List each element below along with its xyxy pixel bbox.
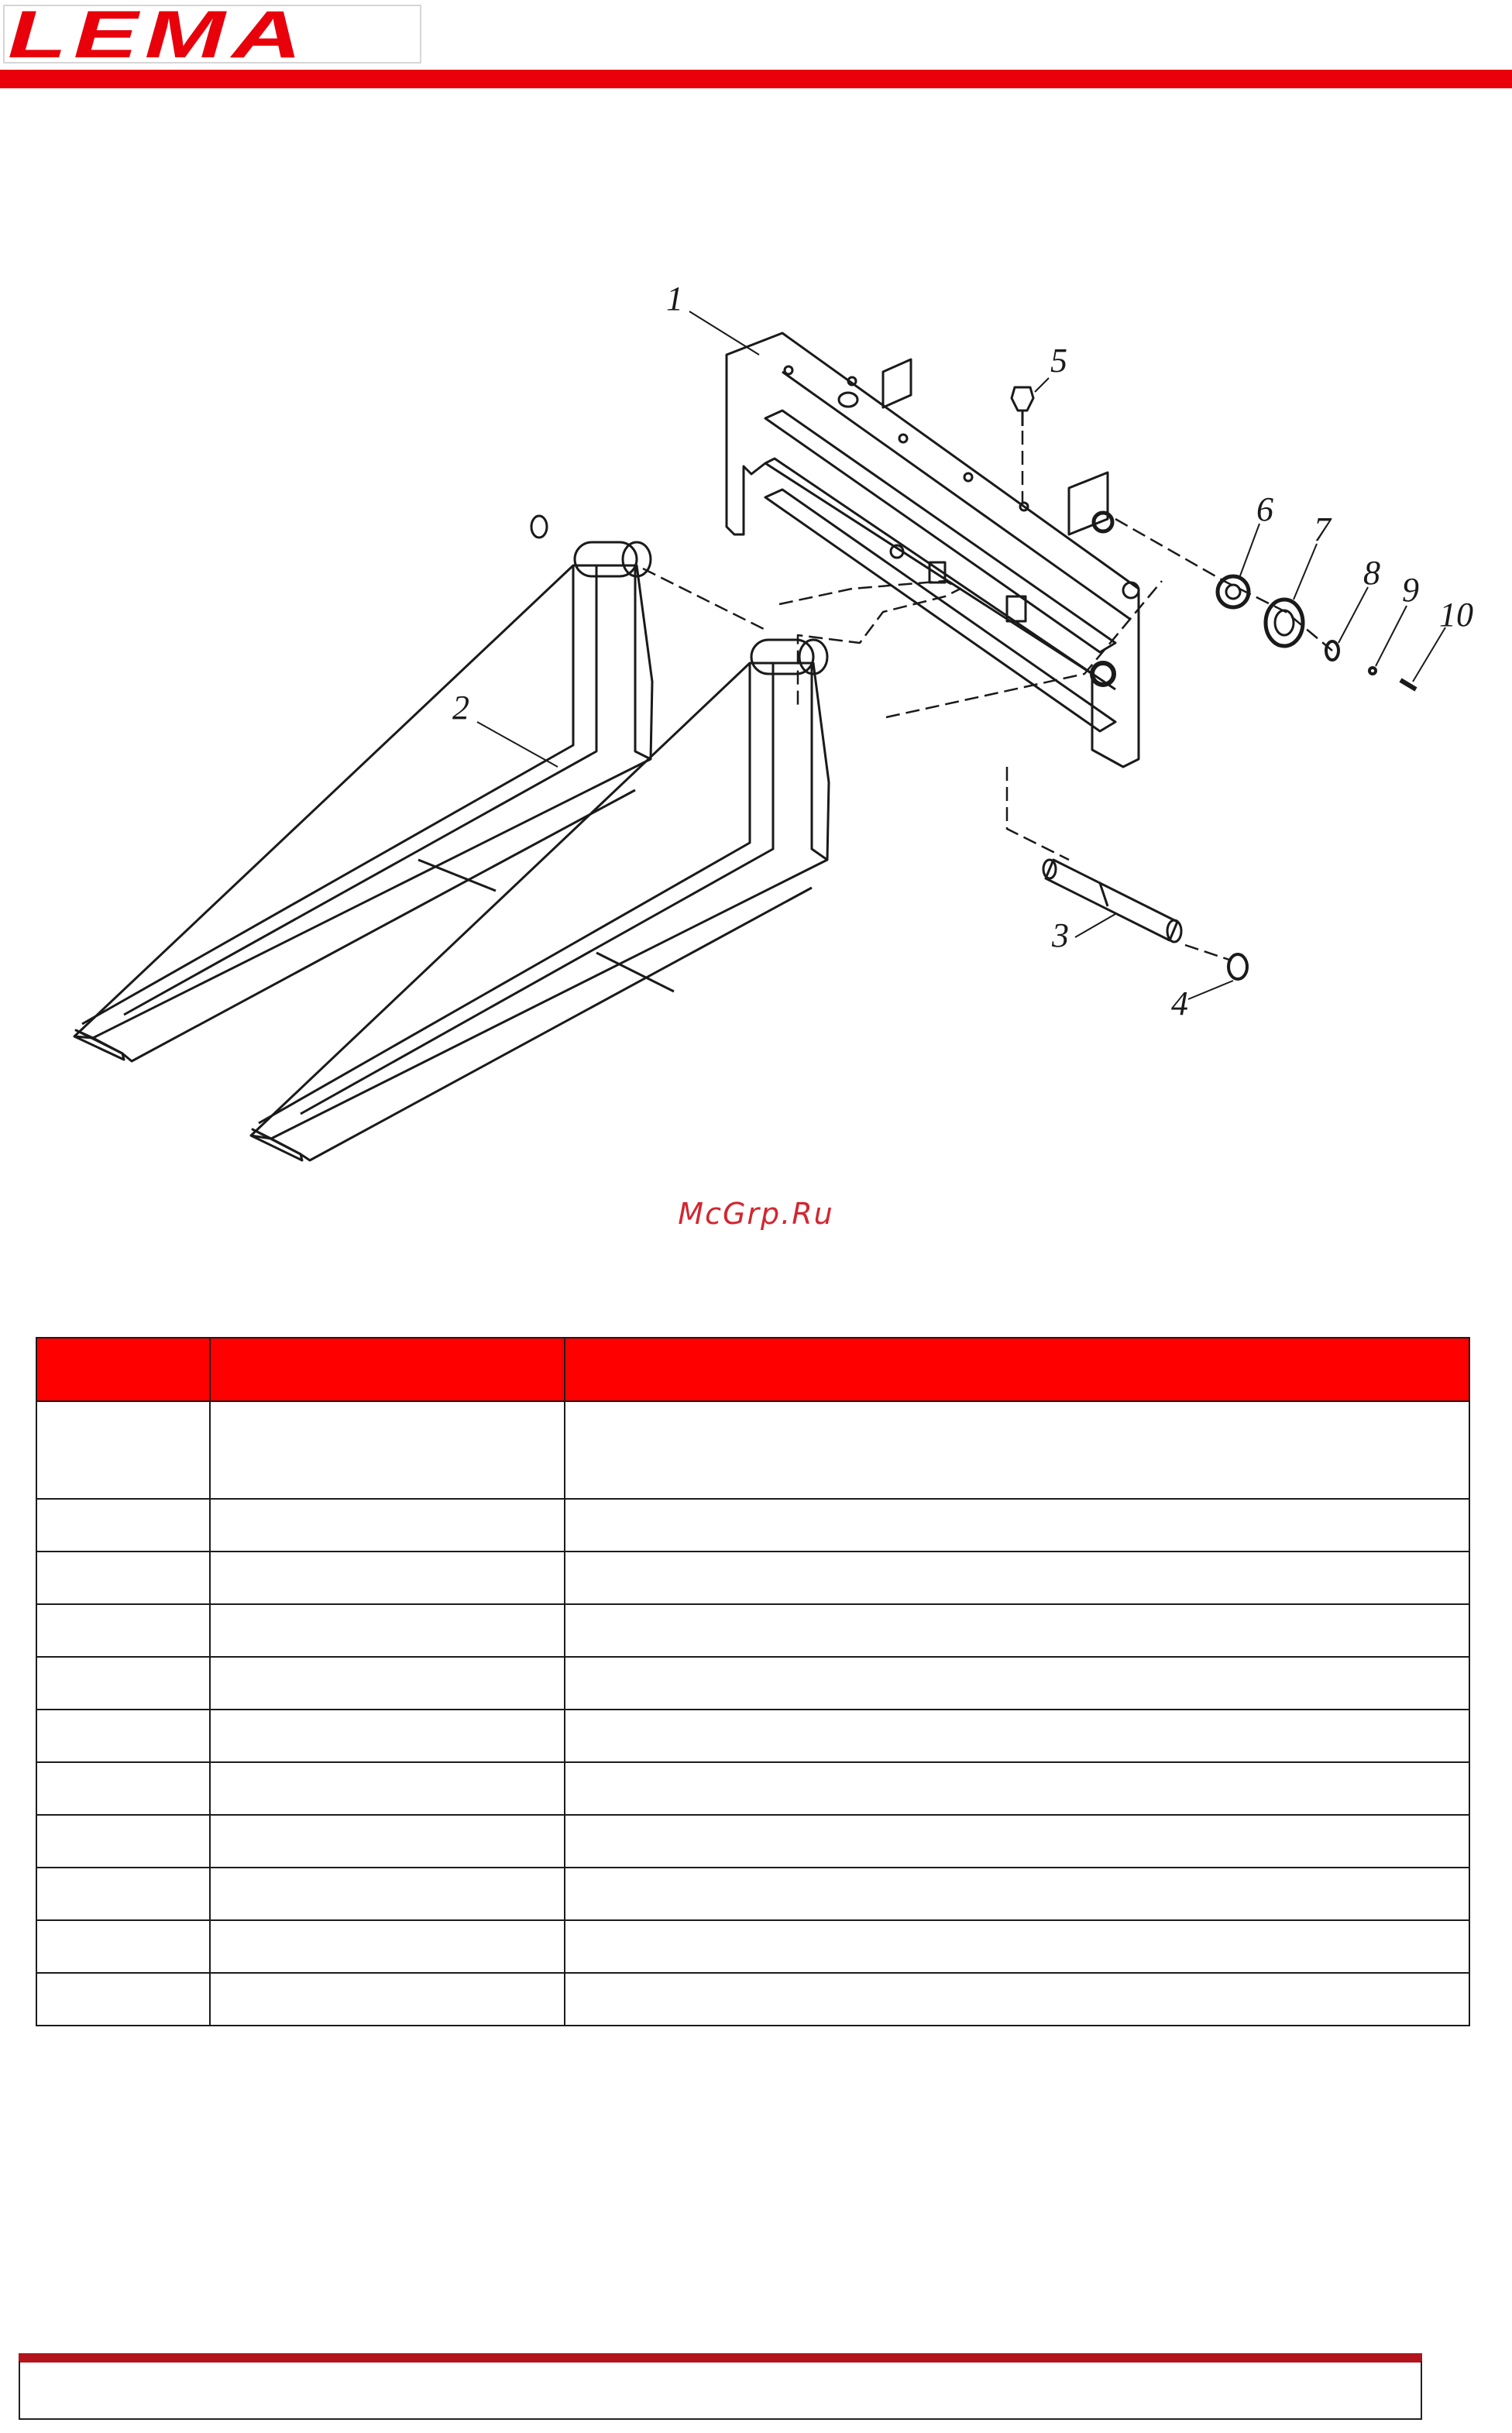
parts-table	[36, 1337, 1470, 2026]
table-header-cell	[565, 1338, 1469, 1401]
table-header-cell	[36, 1338, 210, 1401]
table-row	[36, 1401, 1469, 1499]
table-cell	[210, 1657, 565, 1710]
callout-9: 9	[1402, 571, 1419, 609]
hardware-parts	[1012, 387, 1416, 979]
table-cell	[36, 1762, 210, 1815]
table-cell	[36, 1920, 210, 1973]
fork-carriage-frame	[727, 333, 1139, 767]
table-cell	[36, 1868, 210, 1920]
header-rule	[0, 70, 1512, 88]
table-cell	[36, 1973, 210, 2026]
table-row	[36, 1973, 1469, 2026]
table-cell	[565, 1657, 1469, 1710]
table-row	[36, 1868, 1469, 1920]
callout-8: 8	[1363, 554, 1380, 592]
table-cell	[565, 1815, 1469, 1868]
assembly-lines	[643, 411, 1332, 960]
table-cell	[210, 1868, 565, 1920]
table-header-cell	[210, 1338, 565, 1401]
fork-right	[251, 640, 829, 1160]
table-cell	[210, 1499, 565, 1552]
table-cell	[565, 1710, 1469, 1762]
table-cell	[36, 1710, 210, 1762]
table-cell	[210, 1815, 565, 1868]
table-cell	[36, 1815, 210, 1868]
callout-4: 4	[1171, 985, 1188, 1022]
table-cell	[36, 1657, 210, 1710]
table-cell	[210, 1920, 565, 1973]
exploded-parts-diagram	[0, 256, 1512, 1185]
table-cell	[565, 1604, 1469, 1657]
fork-left	[74, 516, 652, 1061]
table-cell	[565, 1552, 1469, 1604]
table-cell	[210, 1604, 565, 1657]
table-row	[36, 1710, 1469, 1762]
table-cell	[210, 1973, 565, 2026]
brand-logo-text: LEMA	[8, 5, 309, 64]
table-cell	[565, 1499, 1469, 1552]
leader-lines	[477, 311, 1445, 999]
callout-10: 10	[1439, 596, 1473, 634]
table-cell	[36, 1604, 210, 1657]
callout-5: 5	[1050, 342, 1067, 380]
table-header-row	[36, 1338, 1469, 1401]
table-row	[36, 1657, 1469, 1710]
table-cell	[565, 1920, 1469, 1973]
table-cell	[36, 1499, 210, 1552]
watermark: McGrp.Ru	[678, 1197, 834, 1231]
table-cell	[565, 1762, 1469, 1815]
table-row	[36, 1815, 1469, 1868]
table-cell	[36, 1401, 210, 1499]
brand-logo	[3, 5, 421, 64]
table-cell	[36, 1552, 210, 1604]
table-cell	[565, 1868, 1469, 1920]
callout-7: 7	[1314, 510, 1331, 548]
table-cell	[565, 1401, 1469, 1499]
table-cell	[565, 1973, 1469, 2026]
table-row	[36, 1552, 1469, 1604]
callout-1: 1	[666, 280, 683, 318]
table-cell	[210, 1552, 565, 1604]
table-cell	[210, 1401, 565, 1499]
table-cell	[210, 1762, 565, 1815]
table-row	[36, 1762, 1469, 1815]
table-cell	[210, 1710, 565, 1762]
callout-2: 2	[452, 689, 469, 727]
footer-box	[19, 2361, 1422, 2420]
table-row	[36, 1604, 1469, 1657]
table-row	[36, 1920, 1469, 1973]
table-row	[36, 1499, 1469, 1552]
callout-3: 3	[1052, 916, 1069, 954]
callout-6: 6	[1256, 490, 1273, 528]
